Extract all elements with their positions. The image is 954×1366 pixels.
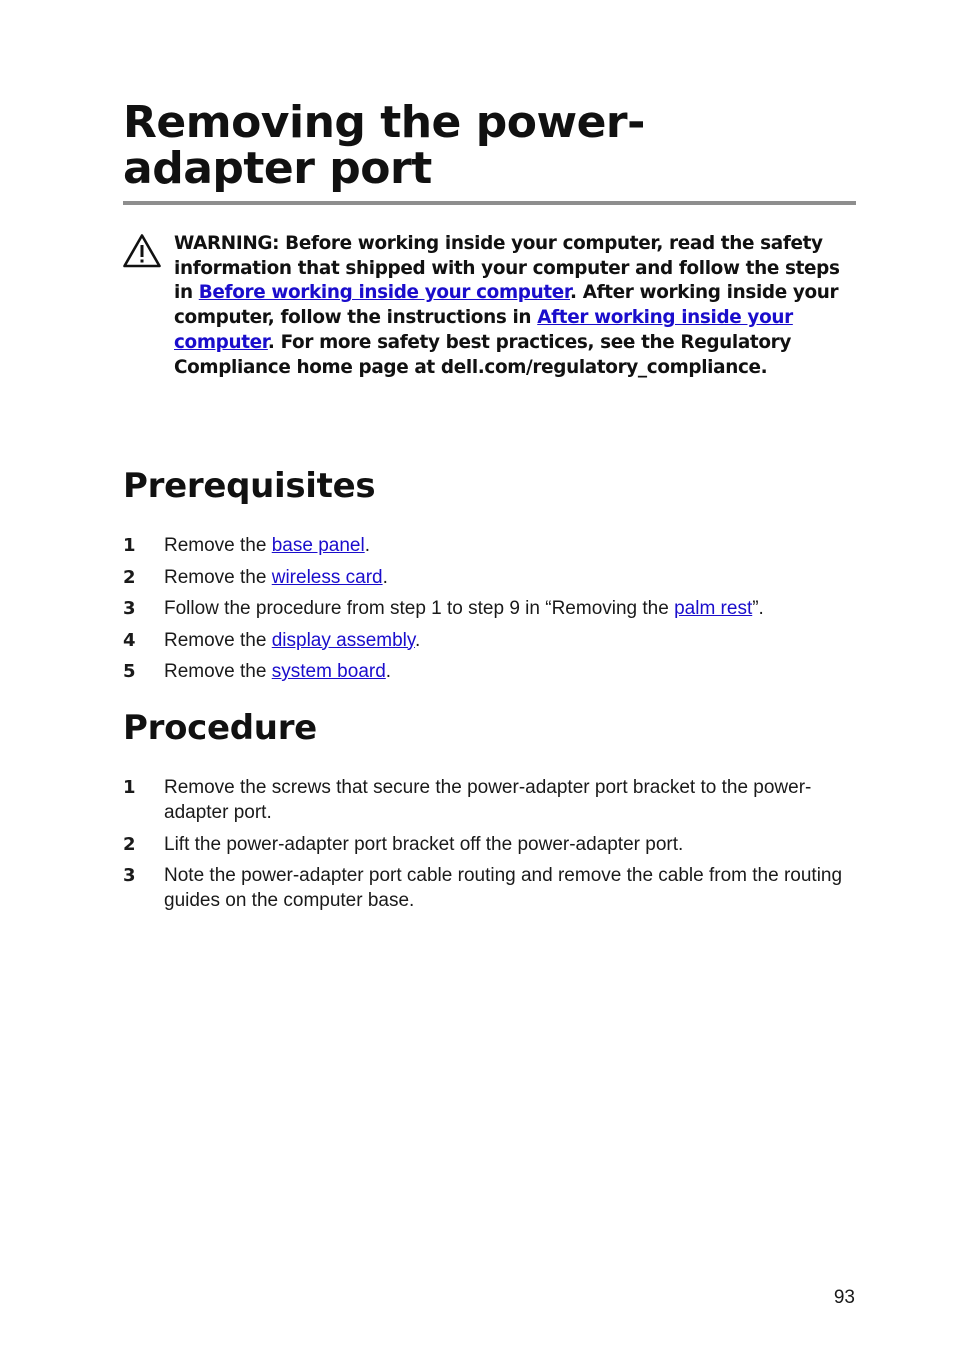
list-item <box>123 596 858 621</box>
step-text-end: ”. <box>752 598 764 619</box>
list-item <box>123 863 858 913</box>
after-working-inside-link[interactable]: After working inside your computer <box>174 307 793 353</box>
warning-text-1: WARNING: Before working inside your computer, read the safety information that shipped with your computer and follow the steps in <box>174 233 840 304</box>
warning-text-2: . After working inside your computer, follow the instructions in <box>174 282 839 329</box>
step-number: 3 <box>123 598 136 619</box>
step-text: Note the power-adapter port cable routing and remove the cable from the routing guides on the computer base. <box>164 865 843 911</box>
step-number: 2 <box>123 566 136 588</box>
prerequisites-list <box>123 533 858 691</box>
wireless-card-link[interactable]: wireless card <box>271 566 383 588</box>
palm-rest-link[interactable]: palm rest <box>674 598 753 619</box>
list-item <box>123 533 858 558</box>
step-text: Follow the procedure from step 1 to step 9 in “Removing the <box>164 598 675 619</box>
page-title-line-2: adapter port <box>123 143 432 194</box>
list-item <box>123 659 858 684</box>
step-text-end: . <box>415 629 421 651</box>
step-number: 2 <box>123 833 136 855</box>
title-underline-rule <box>123 201 856 205</box>
page-title-line-1: Removing the power- <box>123 97 645 148</box>
before-working-inside-link[interactable]: Before working inside your computer <box>198 282 570 304</box>
step-number: 3 <box>123 865 136 886</box>
warning-text-3: . For more safety best practices, see the Regulatory Compliance home page at dell.com/regulatory_compliance. <box>174 331 792 378</box>
page-title <box>123 97 863 194</box>
display-assembly-link[interactable]: display assembly <box>271 629 415 651</box>
step-number: 1 <box>123 777 136 798</box>
system-board-link[interactable]: system board <box>271 661 386 682</box>
prerequisites-heading: Prerequisites <box>123 466 376 506</box>
step-text-end: . <box>385 661 392 682</box>
step-text: Remove the <box>164 535 272 556</box>
step-text: Remove the <box>164 661 272 682</box>
list-item <box>123 832 858 857</box>
step-text-end: . <box>364 535 370 556</box>
step-number: 1 <box>123 535 136 556</box>
warning-notice <box>174 232 864 380</box>
list-item <box>123 565 858 590</box>
step-number: 5 <box>123 661 136 682</box>
step-number: 4 <box>123 629 136 651</box>
base-panel-link[interactable]: base panel <box>271 535 365 556</box>
step-text: Remove the <box>164 566 272 588</box>
list-item <box>123 628 858 653</box>
step-text-end: . <box>382 566 388 588</box>
step-text: Remove the screws that secure the power-adapter port bracket to the power-adapter port. <box>164 777 812 823</box>
list-item <box>123 775 858 825</box>
page-number: 93 <box>833 1287 855 1308</box>
procedure-list <box>123 775 858 920</box>
warning-triangle-icon <box>122 233 162 269</box>
step-text: Remove the <box>164 629 272 651</box>
step-text: Lift the power-adapter port bracket off the power-adapter port. <box>164 833 684 855</box>
procedure-heading: Procedure <box>123 708 317 748</box>
